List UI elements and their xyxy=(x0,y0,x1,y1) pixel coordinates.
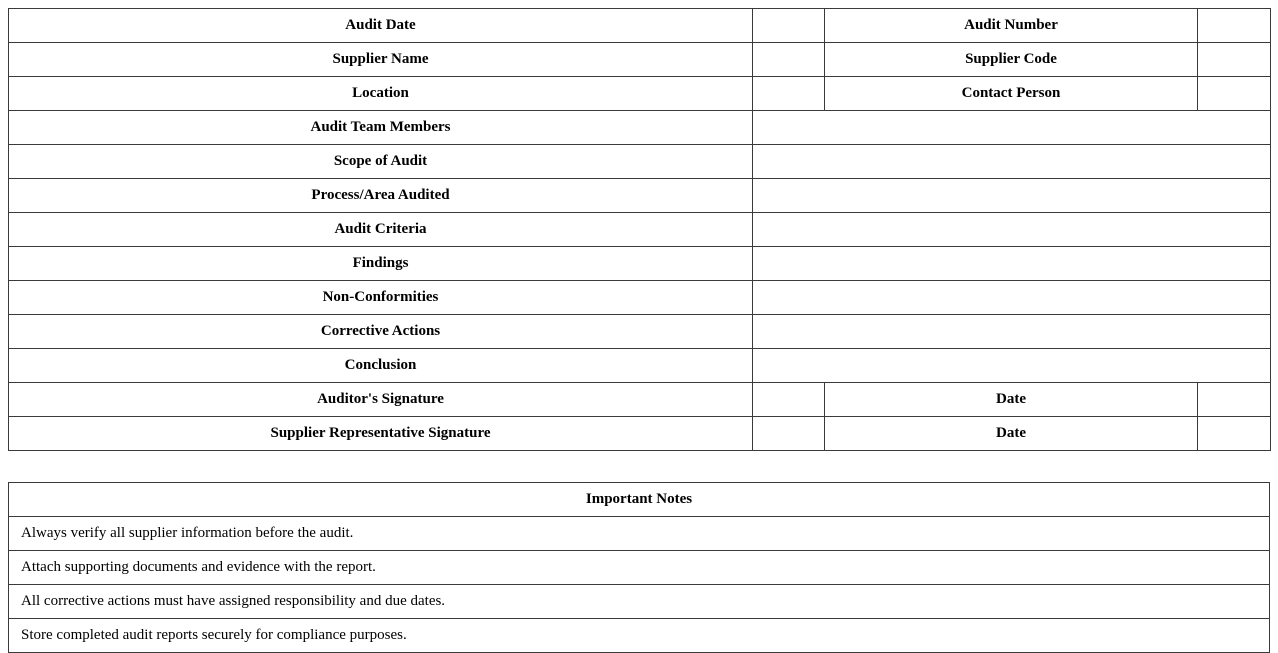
findings-label: Findings xyxy=(9,247,753,281)
important-notes-table xyxy=(8,482,1270,653)
audit-team-members-field[interactable] xyxy=(753,111,1271,145)
table-row xyxy=(9,383,1271,417)
list-item xyxy=(9,585,1270,619)
list-item xyxy=(9,551,1270,585)
non-conformities-field[interactable] xyxy=(753,281,1271,315)
list-item xyxy=(9,619,1270,653)
audit-date-field[interactable] xyxy=(753,9,825,43)
supplier-name-label: Supplier Name xyxy=(9,43,753,77)
conclusion-label: Conclusion xyxy=(9,349,753,383)
non-conformities-label: Non-Conformities xyxy=(9,281,753,315)
audit-team-members-label: Audit Team Members xyxy=(9,111,753,145)
supplier-rep-signature-field[interactable] xyxy=(753,417,825,451)
contact-person-label: Contact Person xyxy=(825,77,1198,111)
supplier-rep-signature-label: Supplier Representative Signature xyxy=(9,417,753,451)
note-item: Attach supporting documents and evidence with the report. xyxy=(9,551,1270,585)
note-item: All corrective actions must have assigned responsibility and due dates. xyxy=(9,585,1270,619)
audit-number-label: Audit Number xyxy=(825,9,1198,43)
audit-number-field[interactable] xyxy=(1198,9,1271,43)
table-row xyxy=(9,179,1271,213)
auditor-signature-label: Auditor's Signature xyxy=(9,383,753,417)
table-row xyxy=(9,349,1271,383)
list-item xyxy=(9,517,1270,551)
audit-criteria-label: Audit Criteria xyxy=(9,213,753,247)
audit-form-table xyxy=(8,8,1271,451)
table-row xyxy=(9,43,1271,77)
supplier-name-field[interactable] xyxy=(753,43,825,77)
process-area-audited-label: Process/Area Audited xyxy=(9,179,753,213)
location-label: Location xyxy=(9,77,753,111)
table-row xyxy=(9,145,1271,179)
table-row xyxy=(9,281,1271,315)
contact-person-field[interactable] xyxy=(1198,77,1271,111)
supplier-code-label: Supplier Code xyxy=(825,43,1198,77)
supplier-rep-date-label: Date xyxy=(825,417,1198,451)
audit-date-label: Audit Date xyxy=(9,9,753,43)
supplier-rep-date-field[interactable] xyxy=(1198,417,1271,451)
notes-title: Important Notes xyxy=(9,483,1270,517)
process-area-audited-field[interactable] xyxy=(753,179,1271,213)
table-row xyxy=(9,315,1271,349)
corrective-actions-label: Corrective Actions xyxy=(9,315,753,349)
auditor-date-field[interactable] xyxy=(1198,383,1271,417)
table-row xyxy=(9,213,1271,247)
audit-criteria-field[interactable] xyxy=(753,213,1271,247)
table-row xyxy=(9,417,1271,451)
conclusion-field[interactable] xyxy=(753,349,1271,383)
table-row xyxy=(9,483,1270,517)
note-item: Store completed audit reports securely for compliance purposes. xyxy=(9,619,1270,653)
note-item: Always verify all supplier information before the audit. xyxy=(9,517,1270,551)
table-row xyxy=(9,111,1271,145)
location-field[interactable] xyxy=(753,77,825,111)
scope-of-audit-field[interactable] xyxy=(753,145,1271,179)
table-row xyxy=(9,77,1271,111)
auditor-signature-field[interactable] xyxy=(753,383,825,417)
table-row xyxy=(9,9,1271,43)
findings-field[interactable] xyxy=(753,247,1271,281)
corrective-actions-field[interactable] xyxy=(753,315,1271,349)
table-row xyxy=(9,247,1271,281)
scope-of-audit-label: Scope of Audit xyxy=(9,145,753,179)
supplier-code-field[interactable] xyxy=(1198,43,1271,77)
auditor-date-label: Date xyxy=(825,383,1198,417)
